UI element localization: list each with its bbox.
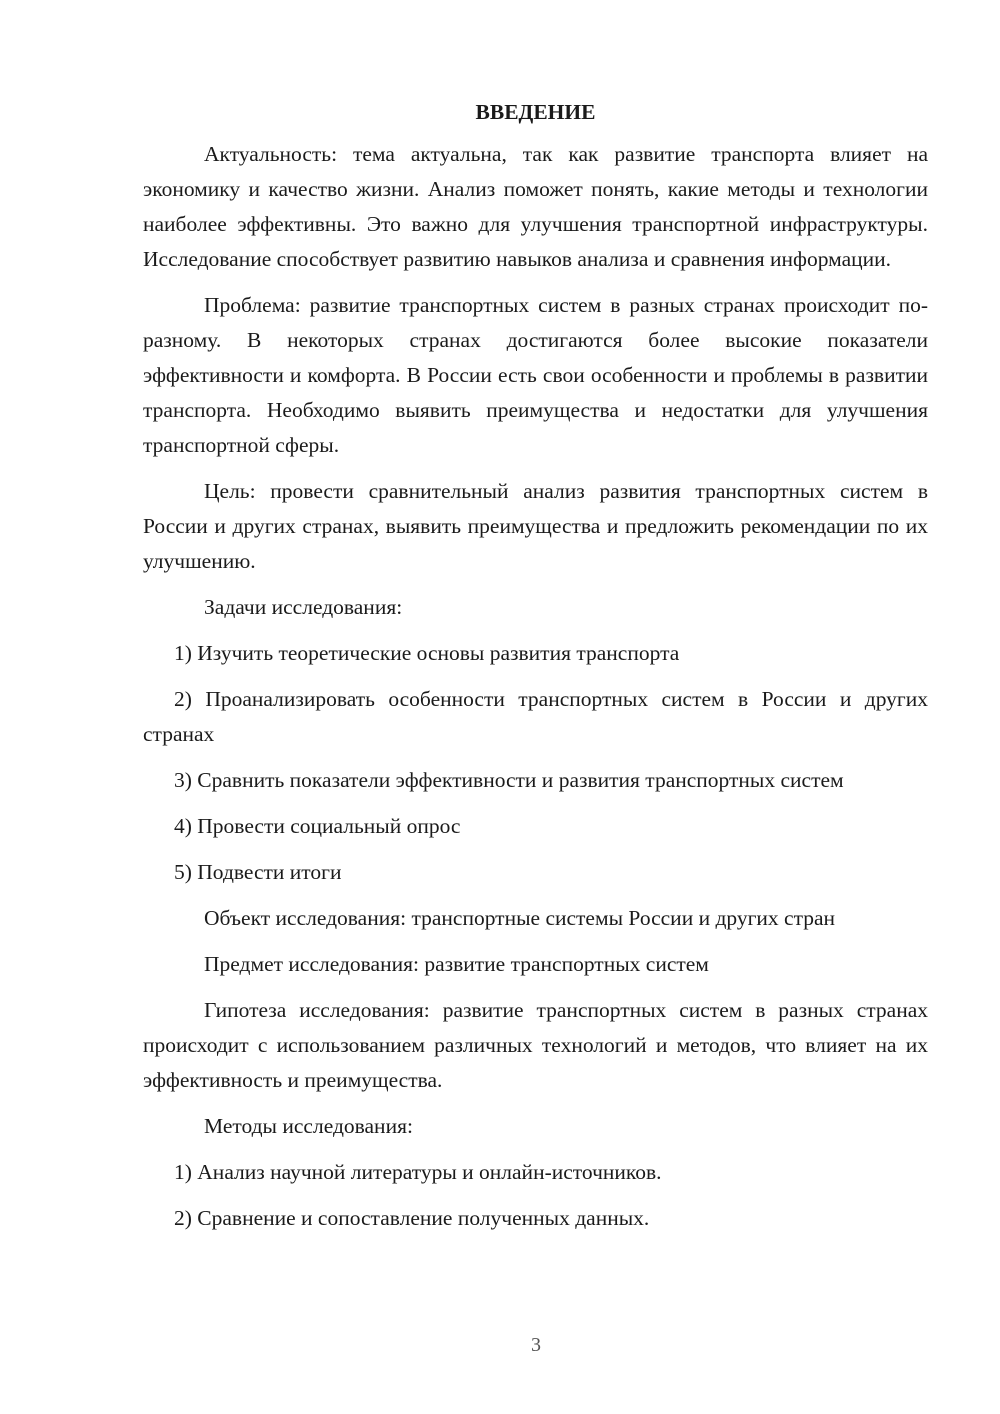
- method-item-2: 2) Сравнение и сопоставление полученных данных.: [174, 1206, 650, 1230]
- page-number: 3: [531, 1334, 541, 1356]
- task-item-1: 1) Изучить теоретические основы развития транспорта: [174, 641, 680, 665]
- methods-heading: Методы исследования:: [204, 1114, 413, 1138]
- hypothesis-paragraph: Гипотеза исследования: развитие транспортных систем в разных странах происходит с использованием различных технологий и методов, что влияет на их эффективность и преимущества.: [143, 998, 928, 1092]
- goal-paragraph: Цель: провести сравнительный анализ развития транспортных систем в России и других странах, выявить преимущества и предложить рекомендации по их улучшению.: [143, 479, 928, 573]
- object-paragraph: Объект исследования: транспортные системы России и других стран: [204, 906, 836, 930]
- task-item-2: 2) Проанализировать особенности транспортных систем в России и других странах: [143, 687, 928, 746]
- section-title: ВВЕДЕНИЕ: [475, 100, 596, 124]
- task-item-4: 4) Провести социальный опрос: [174, 814, 461, 838]
- task-item-5: 5) Подвести итоги: [174, 860, 342, 884]
- page-body: [143, 98, 928, 1247]
- problem-paragraph: Проблема: развитие транспортных систем в разных странах происходит по-разному. В некоторых странах достигаются более высокие показатели эффективности и комфорта. В России есть свои особенности и проблемы в развитии транспорта. Необходимо выявить преимущества и недостатки для улучшения транспортной сферы.: [143, 293, 928, 457]
- subject-paragraph: Предмет исследования: развитие транспортных систем: [204, 952, 709, 976]
- method-item-1: 1) Анализ научной литературы и онлайн-источников.: [174, 1160, 662, 1184]
- task-item-3: 3) Сравнить показатели эффективности и развития транспортных систем: [174, 768, 844, 792]
- relevance-paragraph: Актуальность: тема актуальна, так как развитие транспорта влияет на экономику и качество жизни. Анализ поможет понять, какие методы и технологии наиболее эффективны. Это важно для улучшения транспортной инфраструктуры. Исследование способствует развитию навыков анализа и сравнения информации.: [143, 142, 928, 271]
- tasks-heading: Задачи исследования:: [204, 595, 403, 619]
